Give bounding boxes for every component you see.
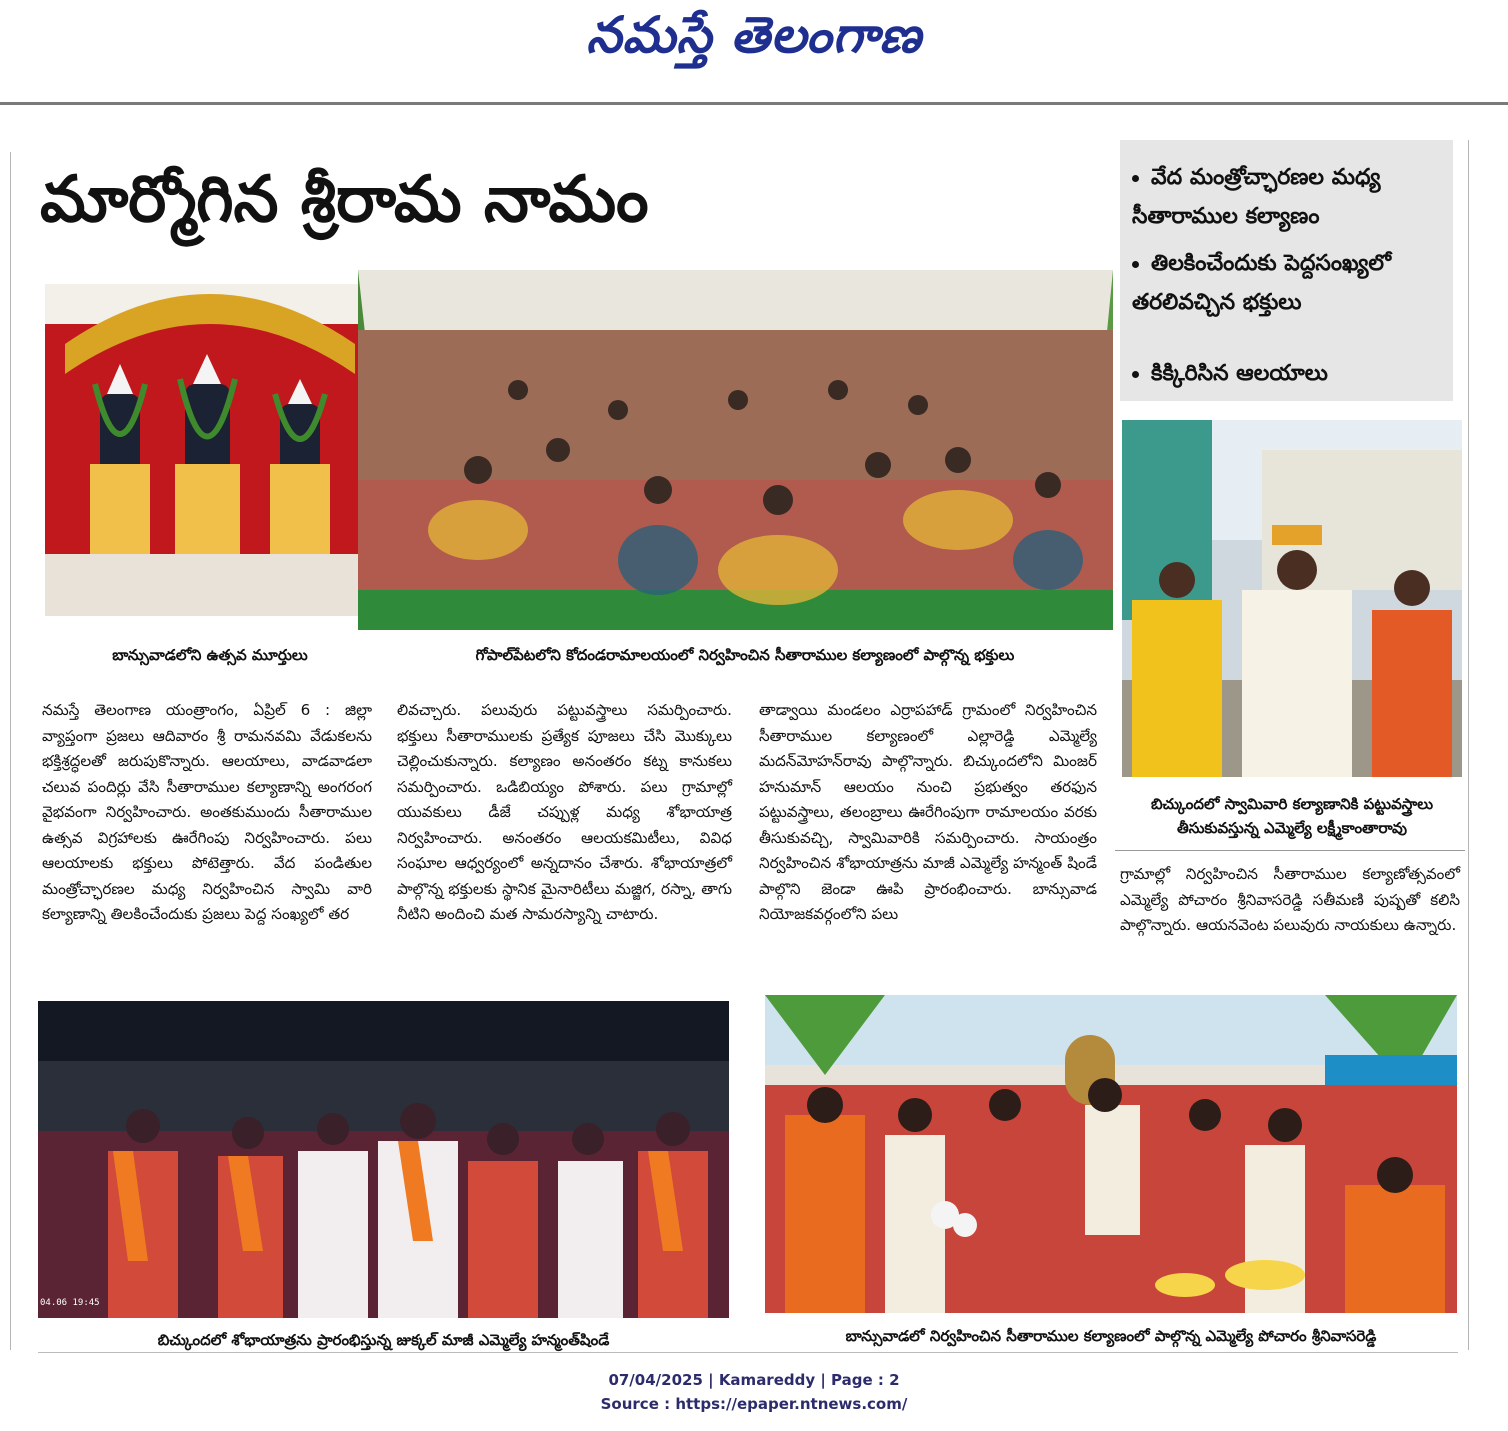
bottom-divider <box>38 1352 1458 1353</box>
photo-timestamp: 04.06 19:45 <box>40 1298 100 1308</box>
footer-source[interactable]: Source : https://epaper.ntnews.com/ <box>600 1395 908 1413</box>
frame-right-border <box>1468 140 1469 1350</box>
masthead-rule <box>0 102 1508 105</box>
footer <box>0 1368 1508 1416</box>
bullet-icon <box>1132 371 1139 378</box>
idols-photo <box>45 284 375 616</box>
highlight-text: కిక్కిరిసిన ఆలయాలు <box>1151 361 1328 386</box>
highlight-text: వేద మంత్రోచ్ఛారణల మధ్య సీతారాముల కల్యాణం <box>1132 165 1381 229</box>
idols-caption: బాన్సువాడలోని ఉత్సవ మూర్తులు <box>112 646 308 664</box>
frame-left-border <box>10 152 11 1350</box>
devotees-photo <box>358 270 1113 630</box>
mla-caption <box>1112 792 1472 840</box>
newspaper-logo: నమస్తే తెలంగాణ <box>586 6 922 64</box>
mla-caption-line1: బిచ్కుందలో స్వామివారి కల్యాణానికి పట్టువస్త్రాలు <box>1150 795 1434 813</box>
article-column-1 <box>42 698 372 928</box>
caption-divider <box>1115 850 1465 851</box>
footer-date-page: 07/04/2025 | Kamareddy | Page : 2 <box>608 1371 900 1389</box>
article-column-2 <box>397 698 732 928</box>
article-text: నమస్తే తెలంగాణ యంత్రాంగం, ఏప్రిల్ 6 : జిల్లా వ్యాప్తంగా ప్రజలు ఆదివారం శ్రీ రామనవమి వేడుకలను భక్తిశ్రద్ధలతో జరుపుకొన్నారు. ఆలయాలు, వాడవాడలా చలువ పందిర్లు వేసి సీతారాముల కల్యాణాన్ని అంగరంగ వైభవంగా నిర్వహించారు. అంతకుముందు సీతారాముల ఉత్సవ విగ్రహాలకు ఊరేగింపు నిర్వహించారు. పలు ఆలయాలకు భక్తులు పోటెత్తారు. వేద పండితుల మంత్రోచ్ఛారణల మధ్య నిర్వహించిన స్వామి వారి కల్యాణాన్ని తిలకించేందుకు ప్రజలు పెద్ద సంఖ్యలో తర <box>42 701 372 923</box>
masthead <box>0 0 1508 72</box>
highlight-item <box>1132 158 1447 236</box>
wedding-photo <box>765 995 1457 1313</box>
bullet-icon <box>1132 261 1139 268</box>
bullet-icon <box>1132 175 1139 182</box>
highlight-item <box>1132 354 1447 393</box>
mla-caption-line2: తీసుకువస్తున్న ఎమ్మెల్యే లక్ష్మీకాంతారావు <box>1176 819 1408 837</box>
wedding-caption: బాన్సువాడలో నిర్వహించిన సీతారాముల కల్యాణంలో పాల్గొన్న ఎమ్మెల్యే పోచారం శ్రీనివాసరెడ్డి <box>845 1327 1377 1345</box>
article-column-3 <box>759 698 1097 928</box>
highlight-text: తిలకించేందుకు పెద్దసంఖ్యలో తరలివచ్చిన భక్తులు <box>1132 251 1392 315</box>
procession-photo <box>38 1001 729 1318</box>
article-text: లివచ్చారు. పలువురు పట్టువస్త్రాలు సమర్పించారు. భక్తులు సీతారాములకు ప్రత్యేక పూజలు చేసి మొక్కులు చెల్లించుకున్నారు. కల్యాణం అనంతరం కట్న కానుకలు సమర్పించారు. ఒడిబియ్యం పోశారు. పలు గ్రామాల్లో యువకులు డీజే చప్పుళ్ల మధ్య శోభాయాత్ర నిర్వహించారు. అనంతరం ఆలయకమిటీలు, వివిధ సంఘాల ఆధ్వర్యంలో అన్నదానం చేశారు. శోభాయాత్రలో పాల్గొన్న భక్తులకు స్థానిక మైనారిటీలు మజ్జిగ, రస్నా, తాగు నీటిని అందించి మత సామరస్యాన్ని చాటారు. <box>397 701 732 923</box>
article-column-4 <box>1120 862 1460 939</box>
headline: మార్మోగిన శ్రీరామ నామం <box>40 163 649 237</box>
highlights-box <box>1120 140 1453 401</box>
devotees-caption: గోపాల్‌పేటలోని కోదండరామాలయంలో నిర్వహించిన సీతారాముల కల్యాణంలో పాల్గొన్న భక్తులు <box>475 646 1015 664</box>
article-text: తాడ్వాయి మండలం ఎర్రాపహాడ్ గ్రామంలో నిర్వహించిన సీతారాముల కల్యాణంలో ఎల్లారెడ్డి ఎమ్మెల్యే మదన్‌మోహన్‌రావు పాల్గొన్నారు. బిచ్కుందలోని మింజర్ హనుమాన్ ఆలయం నుంచి ప్రభుత్వం తరఫున పట్టువస్త్రాలు, తలంబ్రాలు ఊరేగింపుగా రామాలయం వరకు తీసుకువచ్చి, స్వామివారికి సమర్పించారు. సాయంత్రం నిర్వహించిన శోభాయాత్రను మాజీ ఎమ్మెల్యే హన్మంత్ షిండే పాల్గొని జెండా ఊపి ప్రారంభించారు. బాన్సువాడ నియోజకవర్గంలోని పలు <box>759 701 1097 923</box>
highlight-item <box>1132 244 1447 322</box>
mla-photo <box>1122 420 1462 777</box>
procession-caption: బిచ్కుందలో శోభాయాత్రను ప్రారంభిస్తున్న జుక్కల్ మాజీ ఎమ్మెల్యే హన్మంత్‌షిండే <box>157 1331 610 1349</box>
article-text: గ్రామాల్లో నిర్వహించిన సీతారాముల కల్యాణోత్సవంలో ఎమ్మెల్యే పోచారం శ్రీనివాసరెడ్డి సతీమణి పుష్పతో కలిసి పాల్గొన్నారు. ఆయనవెంట పలువురు నాయకులు ఉన్నారు. <box>1120 865 1460 934</box>
